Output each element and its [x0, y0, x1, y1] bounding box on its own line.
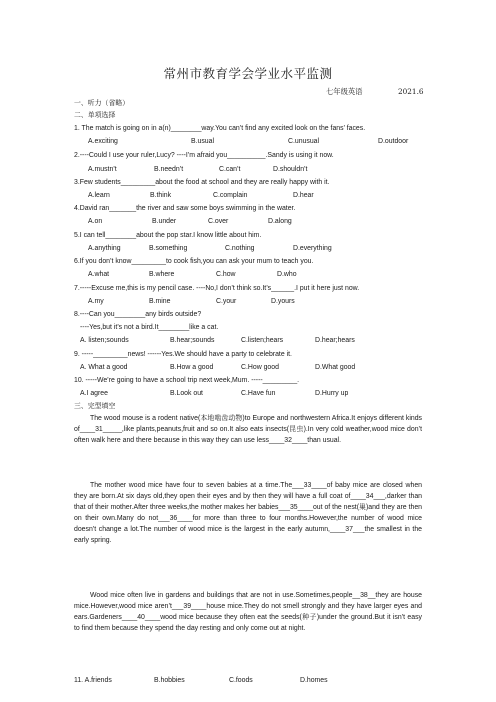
section-choice: 二、单项选择	[74, 111, 116, 119]
option-a: A.I agree	[80, 390, 108, 397]
option-c: C.over	[208, 218, 229, 225]
option-b: B.hobbies	[154, 677, 185, 684]
section-cloze: 三、完型填空	[74, 402, 116, 410]
option-c: C.unusual	[288, 138, 320, 145]
option-b: B.under	[152, 218, 177, 225]
option-c: C.How good	[241, 364, 279, 371]
section-listening: 一、听力（省略）	[74, 99, 130, 107]
option-b: B.How a good	[170, 364, 214, 371]
option-c: C.your	[216, 298, 237, 305]
option-b: B.hear;sounds	[170, 337, 215, 344]
option-a: A.on	[88, 218, 103, 225]
question-stem: 1. The match is going on in a(n)________way.You can’t find any excited look on the fans’ faces.	[74, 125, 366, 132]
option-a: A.anything	[88, 245, 121, 252]
option-d: D.who	[277, 271, 297, 278]
option-d: D.hear	[293, 192, 314, 199]
option-a: A. What a good	[80, 364, 128, 371]
option-a: A. listen;sounds	[80, 337, 129, 344]
question-stem: 2.----Could I use your ruler,Lucy? ----I’m afraid you__________.Sandy is using it now.	[74, 152, 334, 159]
option-c: C.Have fun	[241, 390, 276, 397]
option-b: B.where	[149, 271, 175, 278]
option-c: C.foods	[229, 677, 253, 684]
option-a: A.my	[88, 298, 104, 305]
option-b: B.needn’t	[154, 166, 184, 173]
option-b: B.usual	[191, 138, 214, 145]
option-a: A.what	[88, 271, 110, 278]
option-b: B.mine	[149, 298, 171, 305]
grade-label: 七年级英语	[326, 87, 363, 96]
question-stem: 11. A.friends	[74, 677, 112, 684]
question-stem-continued: ----Yes,but it’s not a bird.It________like a cat.	[80, 324, 219, 331]
option-a: A.exciting	[88, 138, 118, 145]
option-d: D.shouldn’t	[273, 166, 308, 173]
exam-date: 2021.6	[398, 87, 424, 96]
option-b: B.something	[149, 245, 188, 252]
question-stem: 7.-----Excuse me,this is my pencil case. ----No,I don’t think so.It’s______.I put it here just now.	[74, 285, 360, 292]
option-d: D.everything	[293, 245, 332, 252]
passage-paragraph-3: Wood mice often live in gardens and buildings that are not in use.Sometimes,people__38__they are house mice.However,wood mice aren’t___39____house mice.They do not smell strongly and they have larger eyes and ears.Gardeners____40____wood mice because they often eat the seeds(种子)under the ground.But it isn’t easy to find them because they spend the day resting and only come out at night.	[74, 592, 422, 633]
option-c: C.how	[216, 271, 236, 278]
option-c: C.complain	[213, 192, 248, 199]
option-d: D.along	[268, 218, 292, 225]
question-stem: 9. -----_________news! ------Yes.We should have a party to celebrate it.	[74, 351, 292, 358]
option-d: D.homes	[300, 677, 328, 684]
option-d: D.outdoor	[378, 138, 409, 145]
question-stem: 10. -----We’re going to have a school trip next week,Mum. -----_________.	[74, 377, 300, 384]
question-stem: 3.Few students_________about the food at school and they are really happy with it.	[74, 179, 330, 186]
passage-paragraph-1: The wood mouse is a rodent native(本地啮齿动物)to Europe and northwestern Africa.It enjoys different kinds of____31_____,like plants,peanuts,fruit and so on.It also eats insects(昆虫).In very cold weather,wood mice don’t often walk here and there because in this way they can use less____32____than usual.	[74, 415, 422, 445]
question-stem: 4.David ran_______the river and saw some boys swimming in the water.	[74, 205, 296, 212]
option-d: D.hear;hears	[315, 337, 355, 344]
option-a: A.mustn’t	[88, 166, 117, 173]
option-b: B.Look out	[170, 390, 203, 397]
option-c: C.can’t	[219, 166, 241, 173]
passage-paragraph-2: The mother wood mice have four to seven babies at a time.The___33____of baby mice are closed when they are born.At six days old,they open their eyes and by then they will have a full coat of____34___,darker than that of their mother.After three weeks,the mother makes her babies___35____out of the nest(巢)and they are then on their own.Many do not___36____for more than three to four months.However,the number of wood mice doesn’t change a lot.The number of wood mice is the largest in the early autumn,____37___the smallest in the early spring.	[74, 482, 422, 545]
option-d: D.Hurry up	[315, 390, 349, 397]
option-a: A.learn	[88, 192, 110, 199]
question-stem: 6.If you don’t know_________to cook fish,you can ask your mum to teach you.	[74, 258, 314, 265]
option-b: B.think	[150, 192, 172, 199]
option-d: D.yours	[271, 298, 295, 305]
question-stem: 5.I can tell________about the pop star.I know little about him.	[74, 232, 262, 239]
option-d: D.What good	[315, 364, 356, 371]
exam-title: 常州市教育学会学业水平监测	[163, 66, 333, 81]
option-c: C.nothing	[225, 245, 255, 252]
option-c: C.listen;hears	[241, 337, 284, 344]
question-stem: 8.----Can you________any birds outside?	[74, 311, 202, 318]
